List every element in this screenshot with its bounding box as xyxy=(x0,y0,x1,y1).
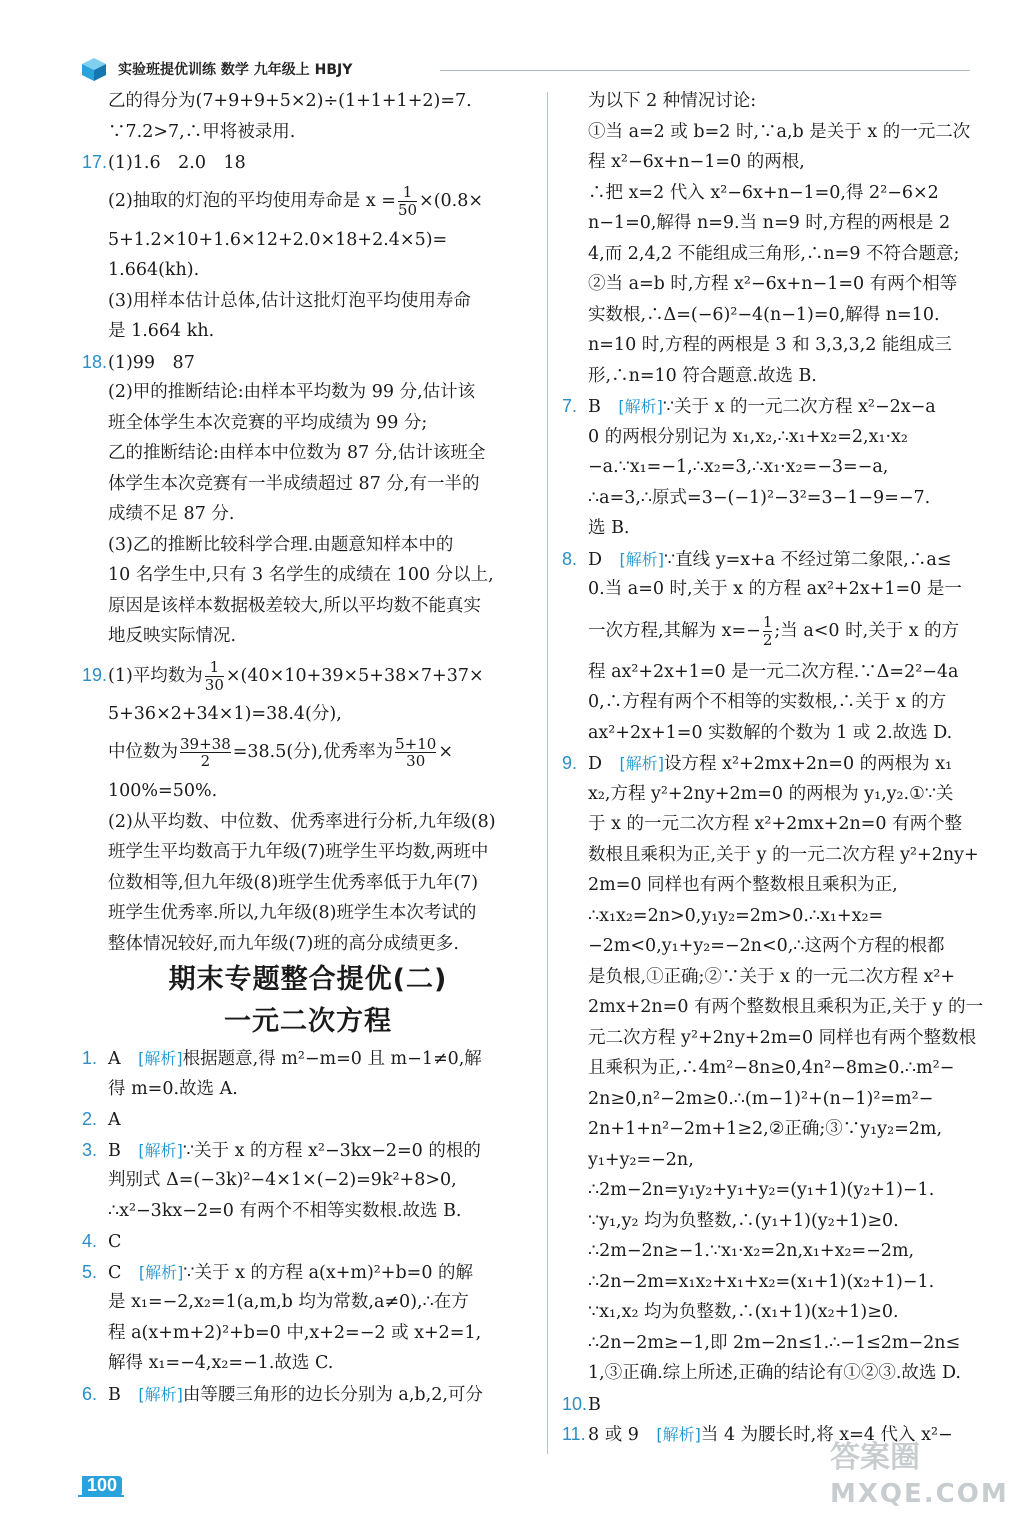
text-line: 元二次方程 y²+2ny+2m=0 同样也有两个整数根 xyxy=(588,1027,977,1048)
analysis-tag: [解析] xyxy=(618,397,663,416)
fraction xyxy=(180,736,231,770)
text-line: ∴把 x=2 代入 x²−6x+n−1=0,得 2²−6×2 xyxy=(588,182,939,203)
fraction-numerator: 1 xyxy=(209,658,220,676)
item-number: 10. xyxy=(562,1393,588,1414)
text-line: (3)乙的推断比较科学合理.由题意知样本中的 xyxy=(108,534,454,555)
item-number: 19. xyxy=(82,664,108,685)
item-number: 8. xyxy=(562,548,578,569)
item-text: ∵关于 x 的方程 x²−3kx−2=0 的根的 xyxy=(182,1140,481,1161)
text-line: 判别式 Δ=(−3k)²−4×1×(−2)=9k²+8>0, xyxy=(108,1170,457,1190)
section-subtitle: 一元二次方程 xyxy=(224,1006,392,1037)
text-line: 解得 x₁=−4,x₂=−1.故选 C. xyxy=(108,1353,334,1373)
text-line: 2m=0 同样也有两个整数根且乘积为正, xyxy=(588,875,898,895)
item-text: 根据题意,得 m²−m=0 且 m−1≠0,解 xyxy=(182,1049,482,1069)
item-text: B xyxy=(108,1140,139,1161)
text-line: 0 的两根分别记为 x₁,x₂,∴x₁+x₂=2,x₁·x₂ xyxy=(588,426,908,447)
answer-line xyxy=(82,1043,534,1074)
page-number: 100 xyxy=(87,1475,118,1495)
item-text: C xyxy=(108,1262,139,1283)
item-text: ∵关于 x 的一元二次方程 x²−2x−a xyxy=(662,397,936,417)
item-number: 5. xyxy=(82,1261,98,1282)
item-text: 当 4 为腰长时,将 x=4 代入 x²− xyxy=(700,1425,953,1445)
item-text: B xyxy=(588,397,619,417)
text-line: 选 B. xyxy=(588,518,630,538)
fraction-numerator: 5+10 xyxy=(395,734,437,753)
answer-line xyxy=(82,1379,534,1410)
text-line: 乙的推断结论:由样本中位数为 87 分,估计该班全 xyxy=(108,443,486,463)
analysis-tag: [解析] xyxy=(138,1049,183,1068)
text-line: 实数根,∴Δ=(−6)²−4(n−1)=0,解得 n=10. xyxy=(588,304,940,325)
text-line: 班学生平均数高于九年级(7)班学生平均数,两班中 xyxy=(108,842,489,862)
text-line: 1.664(kh). xyxy=(108,260,200,280)
answer-line xyxy=(562,391,1002,422)
text-line: 2mx+2n=0 有两个整数根且乘积为正,关于 y 的一 xyxy=(588,997,984,1017)
text-line: −a.∵x₁=−1,∴x₂=3,∴x₁·x₂=−3=−a, xyxy=(588,457,889,477)
answer-line xyxy=(562,1389,1002,1420)
fraction xyxy=(395,736,436,770)
fraction-denominator: 50 xyxy=(397,200,418,219)
text-span: ×(40×10+39×5+38×7+37× xyxy=(225,665,484,686)
book-title: 实验班提优训练 数学 九年级上 HBJY xyxy=(118,62,353,78)
text-span: ;当 a<0 时,关于 x 的方 xyxy=(774,620,960,641)
item-text: 设方程 x²+2mx+2n=0 的两根为 x₁ xyxy=(664,754,953,774)
item-text: C xyxy=(108,1232,122,1252)
watermark xyxy=(830,1440,1009,1512)
answer-line xyxy=(82,1257,534,1288)
item-text: A xyxy=(108,1049,139,1069)
text-line: ②当 a=b 时,方程 x²−6x+n−1=0 有两个相等 xyxy=(588,274,958,294)
fraction xyxy=(763,614,773,648)
text-line: 得 m=0.故选 A. xyxy=(108,1078,238,1099)
item-number: 11. xyxy=(562,1424,586,1444)
item-text: (1)平均数为 xyxy=(108,665,203,686)
item-number: 17. xyxy=(82,152,108,172)
text-line: 于 x 的一元二次方程 x²+2mx+2n=0 有两个整 xyxy=(588,814,963,834)
text-line: 0,∴方程有两个不相等的实数根,∴关于 x 的方 xyxy=(588,692,947,712)
item-text: ∵关于 x 的方程 a(x+m)²+b=0 的解 xyxy=(183,1262,474,1283)
text-line: 4,而 2,4,2 不能组成三角形,∴n=9 不符合题意; xyxy=(588,243,960,264)
item-number: 3. xyxy=(82,1139,98,1160)
text-line: 程 ax²+2x+1=0 是一元二次方程.∵Δ=2²−4a xyxy=(588,661,959,682)
analysis-tag: [解析] xyxy=(138,1262,184,1282)
fraction-numerator: 1 xyxy=(402,183,413,201)
fraction-denominator: 30 xyxy=(395,752,436,770)
text-line: 原因是该样本数据极差较大,所以平均数不能真实 xyxy=(108,595,482,616)
item-number: 2. xyxy=(82,1109,98,1129)
page-header xyxy=(80,56,970,84)
text-line: ax²+2x+1=0 实数解的个数为 1 或 2.故选 D. xyxy=(588,722,953,743)
text-line: 程 a(x+m+2)²+b=0 中,x+2=−2 或 x+2=1, xyxy=(108,1322,482,1343)
text-line-with-fraction xyxy=(82,729,534,776)
text-line: ∵x₁,x₂ 均为负整数,∴(x₁+1)(x₂+1)≥0. xyxy=(588,1302,899,1322)
text-line: ∴x₁x₂=2n>0,y₁y₂=2m>0.∴x₁+x₂= xyxy=(588,905,884,926)
text-span: × xyxy=(438,742,453,762)
item-text: D xyxy=(588,754,620,774)
answer-line xyxy=(82,347,534,378)
text-line: (2)从平均数、中位数、优秀率进行分析,九年级(8) xyxy=(108,811,496,832)
text-line: ∴a=3,∴原式=3−(−1)²−3²=3−1−9=−7. xyxy=(588,487,931,508)
text-line: 0.当 a=0 时,关于 x 的方程 ax²+2x+1=0 是一 xyxy=(588,579,962,599)
answer-line xyxy=(562,748,1002,779)
text-line: 2n≥0,n²−2m≥0.∴(m−1)²+(n−1)²=m²− xyxy=(588,1088,934,1109)
item-number: 4. xyxy=(82,1231,98,1251)
item-text: D xyxy=(588,549,620,570)
text-line: 100%=50%. xyxy=(108,781,218,801)
text-line: ∴x²−3kx−2=0 有两个不相等实数根.故选 B. xyxy=(108,1200,462,1221)
text-line: ∴2n−2m=x₁x₂+x₁+x₂=(x₁+1)(x₂+1)−1. xyxy=(588,1271,935,1292)
answer-line xyxy=(82,1226,534,1257)
text-line: 成绩不足 87 分. xyxy=(108,504,235,524)
text-line: ①当 a=2 或 b=2 时,∵a,b 是关于 x 的一元二次 xyxy=(588,121,971,142)
text-line: 班学生优秀率.所以,九年级(8)班学生本次考试的 xyxy=(108,903,477,923)
text-line: y₁+y₂=−2n, xyxy=(588,1149,694,1170)
item-number: 18. xyxy=(82,351,108,372)
item-text: A xyxy=(108,1110,121,1130)
text-span: =38.5(分),优秀率为 xyxy=(232,742,394,762)
text-line: 形,∴n=10 符合题意.故选 B. xyxy=(588,365,817,386)
item-text: B xyxy=(588,1394,601,1415)
fraction-denominator: 2 xyxy=(180,752,231,770)
text-line: 班全体学生本次竞赛的平均成绩为 99 分; xyxy=(108,412,428,433)
analysis-tag: [解析] xyxy=(138,1140,183,1160)
text-line: 位数相等,但九年级(8)班学生优秀率低于九年(7) xyxy=(108,872,479,893)
analysis-tag: [解析] xyxy=(656,1425,701,1444)
analysis-tag: [解析] xyxy=(138,1384,183,1404)
fraction-denominator: 30 xyxy=(204,675,224,694)
text-line: 5+1.2×10+1.6×12+2.0×18+2.4×5)= xyxy=(108,229,448,250)
right-column xyxy=(562,86,1002,1450)
answer-line xyxy=(562,544,1002,575)
text-line: 整体情况较好,而九年级(7)班的高分成绩更多. xyxy=(108,933,459,954)
text-line: 且乘积为正,∴4m²−8n≥0,4n²−8m≥0.∴m²− xyxy=(588,1058,955,1078)
text-span: 一次方程,其解为 x=− xyxy=(588,620,761,641)
item-text: (1)99 87 xyxy=(108,352,195,373)
item-number: 1. xyxy=(82,1048,98,1068)
text-span: 中位数为 xyxy=(108,742,178,762)
text-line: 2n+1+n²−2m+1≥2,②正确;③∵y₁y₂=2m, xyxy=(588,1119,943,1139)
text-line: 程 x²−6x+n−1=0 的两根, xyxy=(588,152,805,172)
item-text: 由等腰三角形的边长分别为 a,b,2,可分 xyxy=(182,1384,483,1405)
fraction xyxy=(398,184,417,218)
text-line: 地反映实际情况. xyxy=(108,626,237,646)
item-text: (1)1.6 2.0 18 xyxy=(108,153,246,173)
item-text: B xyxy=(108,1384,139,1405)
fraction xyxy=(205,659,224,693)
watermark-url: MXQE.COM xyxy=(830,1479,1009,1509)
text-span: (2)抽取的灯泡的平均使用寿命是 x = xyxy=(108,190,396,211)
text-line: ∴2m−2n≥−1.∵x₁·x₂=2n,x₁+x₂=−2m, xyxy=(588,1241,915,1261)
analysis-tag: [解析] xyxy=(619,754,665,773)
cube-logo-icon xyxy=(80,56,108,82)
header-rule xyxy=(440,70,970,71)
text-line: −2m<0,y₁+y₂=−2n<0,∴这两个方程的根都 xyxy=(588,936,945,956)
text-line: 5+36×2+34×1)=38.4(分), xyxy=(108,703,342,724)
answer-line xyxy=(82,147,534,178)
watermark-text: 答案圈 xyxy=(830,1440,920,1475)
text-line: ∴2m−2n=y₁y₂+y₁+y₂=(y₁+1)(y₂+1)−1. xyxy=(588,1180,935,1200)
text-line: ∴2n−2m≥−1,即 2m−2n≤1.∴−1≤2m−2n≤ xyxy=(588,1332,961,1353)
text-line: x₂,方程 y²+2ny+2m=0 的两根为 y₁,y₂.①∵关 xyxy=(588,783,954,804)
item-number: 6. xyxy=(82,1383,98,1404)
section-title: 期末专题整合提优(二) xyxy=(168,964,448,995)
text-line: 乙的得分为(7+9+9+5×2)÷(1+1+1+2)=7. xyxy=(108,91,472,111)
answer-line xyxy=(82,1135,534,1166)
text-line: 是 1.664 kh. xyxy=(108,321,215,341)
answer-line xyxy=(82,1104,534,1135)
text-line: n=10 时,方程的两根是 3 和 3,3,3,2 能组成三 xyxy=(588,335,952,355)
text-line: 是 x₁=−2,x₂=1(a,m,b 均为常数,a≠0),∴在方 xyxy=(108,1292,469,1312)
text-line: 为以下 2 种情况讨论: xyxy=(588,91,757,111)
item-text: ∵直线 y=x+a 不经过第二象限,∴a≤ xyxy=(664,549,952,570)
item-number: 9. xyxy=(562,753,578,773)
fraction-numerator: 1 xyxy=(762,613,773,631)
text-line: (2)甲的推断结论:由样本平均数为 99 分,估计该 xyxy=(108,382,476,402)
analysis-tag: [解析] xyxy=(619,549,665,569)
text-line: 体学生本次竞赛有一半成绩超过 87 分,有一半的 xyxy=(108,473,480,494)
text-line-with-fraction xyxy=(562,605,1002,657)
left-column xyxy=(82,86,534,1409)
text-line-with-fraction: (2)抽取的灯泡的平均使用寿命是 x = $\frac{1}{50}$ ×(0.8× xyxy=(108,183,484,219)
item-number: 7. xyxy=(562,396,578,416)
text-line: 是负根,①正确;②∵关于 x 的一元二次方程 x²+ xyxy=(588,966,956,987)
text-line: 1,③正确.综上所述,正确的结论有①②③.故选 D. xyxy=(588,1363,961,1383)
page-number-badge xyxy=(78,1474,124,1498)
fraction-denominator: 2 xyxy=(762,630,773,649)
answer-head xyxy=(82,666,203,686)
column-divider xyxy=(547,92,548,1454)
text-line: 10 名学生中,只有 3 名学生的成绩在 100 分以上, xyxy=(108,565,494,585)
item-text: 8 或 9 xyxy=(588,1425,657,1445)
text-line: ∵7.2>7,∴甲将被录用. xyxy=(108,121,296,142)
text-line: n−1=0,解得 n=9.当 n=9 时,方程的两根是 2 xyxy=(588,213,951,233)
text-line: 数根且乘积为正,关于 y 的一元二次方程 y²+2ny+ xyxy=(588,844,979,865)
fraction-numerator: 39+38 xyxy=(180,734,231,753)
text-span: (0.8× xyxy=(433,190,484,211)
text-line: (3)用样本估计总体,估计这批灯泡平均使用寿命 xyxy=(108,290,471,311)
text-line: ∵y₁,y₂ 均为负整数,∴(y₁+1)(y₂+1)≥0. xyxy=(588,1210,899,1231)
answer-line-with-fraction xyxy=(82,652,534,699)
